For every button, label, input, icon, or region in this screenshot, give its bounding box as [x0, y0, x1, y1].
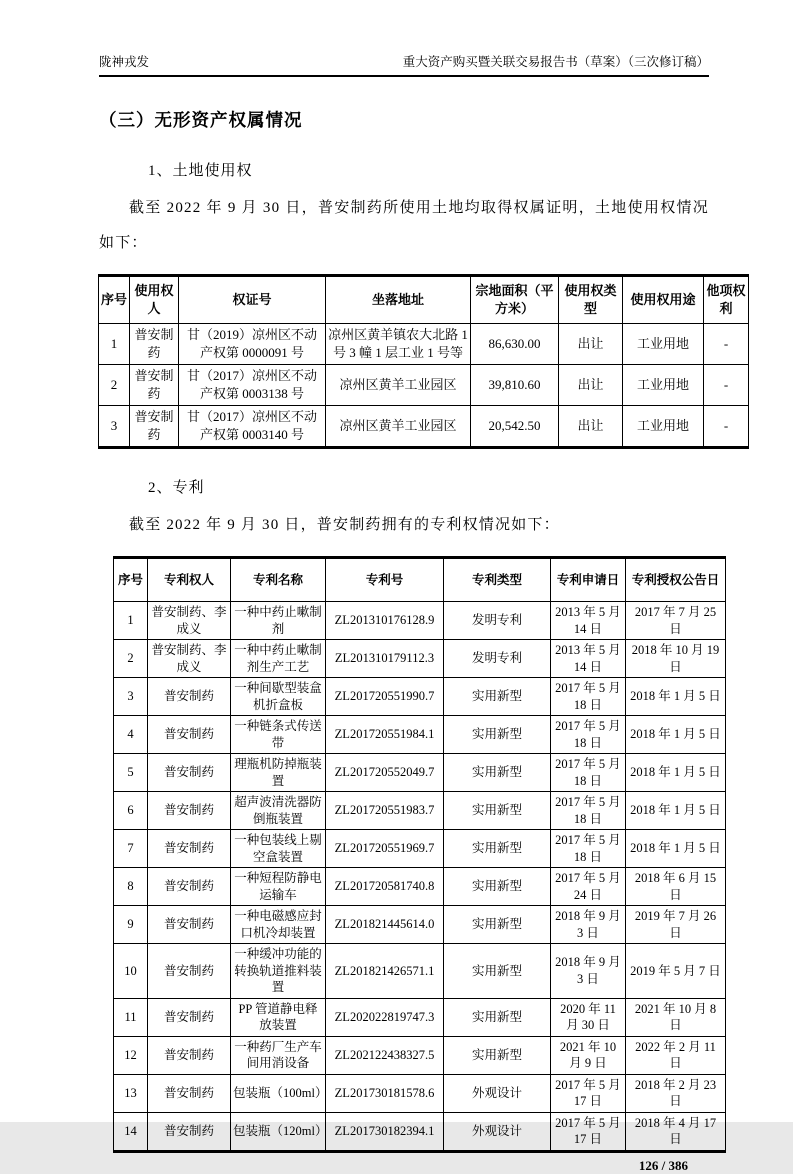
table-cell: 普安制药: [148, 1112, 231, 1151]
table-cell: ZL201720551990.7: [326, 678, 444, 716]
page-number: 126 / 386: [638, 1157, 688, 1173]
table-cell: 2017 年 7 月 25 日: [626, 602, 726, 640]
land-use-intro-paragraph: 截至 2022 年 9 月 30 日，普安制药所使用土地均取得权属证明，土地使用权情况如下：: [99, 200, 709, 251]
table-cell: 普安制药: [148, 998, 231, 1036]
table-cell: 工业用地: [623, 365, 704, 406]
table-cell: 2021 年 10 月 8 日: [626, 998, 726, 1036]
table-row: [99, 406, 749, 448]
subsection-heading-patent: 2、专利: [148, 480, 205, 496]
table-row: [99, 365, 749, 406]
table-cell: 包装瓶（120ml）: [231, 1112, 326, 1151]
table-cell: 理瓶机防掉瓶装置: [231, 754, 326, 792]
table-row: [114, 830, 726, 868]
table-cell: 实用新型: [444, 754, 551, 792]
table-cell: 普安制药、李成义: [148, 640, 231, 678]
table-cell: 超声波清洗器防倒瓶装置: [231, 792, 326, 830]
table-cell: 甘（2019）凉州区不动产权第 0000091 号: [179, 324, 326, 365]
table-cell: 实用新型: [444, 868, 551, 906]
table-cell: 1: [114, 602, 148, 640]
column-header: 使用权类型: [559, 276, 623, 324]
column-header: 专利权人: [148, 558, 231, 602]
table-row: [114, 640, 726, 678]
table-cell: 实用新型: [444, 1036, 551, 1074]
table-cell: 甘（2017）凉州区不动产权第 0003138 号: [179, 365, 326, 406]
table-cell: 甘（2017）凉州区不动产权第 0003140 号: [179, 406, 326, 448]
table-cell: 2018 年 2 月 23 日: [626, 1074, 726, 1112]
table-cell: 一种中药止嗽制剂生产工艺: [231, 640, 326, 678]
table-cell: 20,542.50: [471, 406, 559, 448]
table-cell: 普安制药: [148, 906, 231, 944]
table-cell: 2017 年 5 月 18 日: [551, 792, 626, 830]
column-header: 专利类型: [444, 558, 551, 602]
table-cell: 2018 年 9 月 3 日: [551, 906, 626, 944]
table-cell: 一种药厂生产车间用消设备: [231, 1036, 326, 1074]
table-row: [114, 998, 726, 1036]
column-header: 专利号: [326, 558, 444, 602]
header-company-name: 陇神戎发: [99, 55, 150, 69]
table-cell: 凉州区黄羊工业园区: [326, 365, 471, 406]
table-cell: 7: [114, 830, 148, 868]
table-row: [114, 1112, 726, 1151]
table-cell: 实用新型: [444, 998, 551, 1036]
table-row: [99, 324, 749, 365]
table-cell: 2017 年 5 月 18 日: [551, 754, 626, 792]
column-header: 专利授权公告日: [626, 558, 726, 602]
table-header-row: [114, 558, 726, 602]
table-cell: 外观设计: [444, 1074, 551, 1112]
table-row: [114, 716, 726, 754]
table-cell: 实用新型: [444, 792, 551, 830]
table-cell: ZL201720551969.7: [326, 830, 444, 868]
table-cell: 2018 年 1 月 5 日: [626, 716, 726, 754]
table-cell: ZL201720552049.7: [326, 754, 444, 792]
table-cell: 2018 年 6 月 15 日: [626, 868, 726, 906]
column-header: 使用权人: [130, 276, 179, 324]
table-cell: 普安制药: [148, 1074, 231, 1112]
table-cell: 发明专利: [444, 640, 551, 678]
table-cell: 出让: [559, 406, 623, 448]
table-cell: 发明专利: [444, 602, 551, 640]
table-cell: 2018 年 10 月 19 日: [626, 640, 726, 678]
table-cell: 2013 年 5 月 14 日: [551, 602, 626, 640]
table-row: [114, 792, 726, 830]
table-cell: 一种缓冲功能的转换轨道推料装置: [231, 944, 326, 999]
table-cell: 普安制药: [130, 365, 179, 406]
table-cell: 2017 年 5 月 18 日: [551, 678, 626, 716]
table-cell: 2021 年 10 月 9 日: [551, 1036, 626, 1074]
table-cell: 10: [114, 944, 148, 999]
table-cell: 2018 年 1 月 5 日: [626, 830, 726, 868]
table-cell: ZL202022819747.3: [326, 998, 444, 1036]
table-cell: -: [704, 324, 749, 365]
table-cell: 2018 年 1 月 5 日: [626, 754, 726, 792]
table-cell: ZL201310179112.3: [326, 640, 444, 678]
column-header: 权证号: [179, 276, 326, 324]
table-header-row: [99, 276, 749, 324]
table-cell: 2017 年 5 月 18 日: [551, 716, 626, 754]
column-header: 序号: [114, 558, 148, 602]
table-cell: 一种链条式传送带: [231, 716, 326, 754]
subsection-heading-land-use: 1、土地使用权: [148, 163, 253, 179]
table-cell: PP 管道静电释放装置: [231, 998, 326, 1036]
table-row: [114, 754, 726, 792]
table-cell: 实用新型: [444, 906, 551, 944]
table-cell: 普安制药: [148, 678, 231, 716]
table-cell: 2017 年 5 月 18 日: [551, 830, 626, 868]
table-cell: 12: [114, 1036, 148, 1074]
table-cell: 普安制药: [148, 944, 231, 999]
table-cell: 一种包装线上剔空盒装置: [231, 830, 326, 868]
table-cell: 2018 年 9 月 3 日: [551, 944, 626, 999]
table-cell: 实用新型: [444, 830, 551, 868]
table-row: [114, 944, 726, 999]
table-cell: 一种短程防静电运输车: [231, 868, 326, 906]
table-row: [114, 678, 726, 716]
table-cell: 3: [99, 406, 130, 448]
table-cell: 4: [114, 716, 148, 754]
table-cell: 出让: [559, 365, 623, 406]
table-row: [114, 602, 726, 640]
table-cell: 一种电磁感应封口机冷却装置: [231, 906, 326, 944]
table-cell: 3: [114, 678, 148, 716]
table-cell: 普安制药: [130, 406, 179, 448]
header-report-title: 重大资产购买暨关联交易报告书（草案）（三次修订稿）: [402, 55, 709, 69]
table-cell: 一种间歇型装盒机折盒板: [231, 678, 326, 716]
column-header: 宗地面积（平方米）: [471, 276, 559, 324]
table-row: [114, 1036, 726, 1074]
table-cell: 凉州区黄羊工业园区: [326, 406, 471, 448]
table-cell: 2017 年 5 月 17 日: [551, 1112, 626, 1151]
table-cell: ZL201720581740.8: [326, 868, 444, 906]
table-cell: 实用新型: [444, 944, 551, 999]
table-cell: 5: [114, 754, 148, 792]
patents-table: [113, 556, 726, 1153]
table-cell: 2018 年 1 月 5 日: [626, 678, 726, 716]
table-cell: 2017 年 5 月 17 日: [551, 1074, 626, 1112]
table-cell: ZL201730181578.6: [326, 1074, 444, 1112]
table-cell: 9: [114, 906, 148, 944]
column-header: 专利名称: [231, 558, 326, 602]
column-header: 序号: [99, 276, 130, 324]
table-cell: ZL201720551984.1: [326, 716, 444, 754]
section-title: （三）无形资产权属情况: [99, 110, 303, 130]
table-cell: 2020 年 11 月 30 日: [551, 998, 626, 1036]
table-cell: 普安制药: [148, 754, 231, 792]
table-cell: 2022 年 2 月 11 日: [626, 1036, 726, 1074]
table-cell: 工业用地: [623, 324, 704, 365]
table-cell: 包装瓶（100ml）: [231, 1074, 326, 1112]
table-cell: 2019 年 7 月 26 日: [626, 906, 726, 944]
table-row: [114, 1074, 726, 1112]
table-cell: 实用新型: [444, 678, 551, 716]
table-cell: ZL201821426571.1: [326, 944, 444, 999]
column-header: 专利申请日: [551, 558, 626, 602]
table-cell: 2018 年 4 月 17 日: [626, 1112, 726, 1151]
table-cell: 2019 年 5 月 7 日: [626, 944, 726, 999]
table-cell: 2: [99, 365, 130, 406]
table-cell: 实用新型: [444, 716, 551, 754]
table-row: [114, 906, 726, 944]
running-header: [99, 52, 709, 77]
table-cell: 普安制药、李成义: [148, 602, 231, 640]
table-cell: 14: [114, 1112, 148, 1151]
table-cell: -: [704, 365, 749, 406]
table-cell: 出让: [559, 324, 623, 365]
table-cell: ZL202122438327.5: [326, 1036, 444, 1074]
table-cell: 凉州区黄羊镇农大北路 1 号 3 幢 1 层工业 1 号等: [326, 324, 471, 365]
table-cell: 普安制药: [148, 830, 231, 868]
table-cell: 86,630.00: [471, 324, 559, 365]
table-cell: 2013 年 5 月 14 日: [551, 640, 626, 678]
table-row: [114, 868, 726, 906]
table-cell: ZL201310176128.9: [326, 602, 444, 640]
table-cell: 1: [99, 324, 130, 365]
column-header: 使用权用途: [623, 276, 704, 324]
column-header: 他项权利: [704, 276, 749, 324]
table-cell: ZL201720551983.7: [326, 792, 444, 830]
table-cell: 工业用地: [623, 406, 704, 448]
table-cell: 普安制药: [148, 868, 231, 906]
table-cell: 8: [114, 868, 148, 906]
table-cell: ZL201730182394.1: [326, 1112, 444, 1151]
land-use-rights-table: [98, 274, 749, 449]
table-cell: 2017 年 5 月 24 日: [551, 868, 626, 906]
table-cell: 普安制药: [148, 716, 231, 754]
table-cell: 普安制药: [148, 1036, 231, 1074]
table-cell: 2018 年 1 月 5 日: [626, 792, 726, 830]
table-cell: 普安制药: [148, 792, 231, 830]
table-cell: ZL201821445614.0: [326, 906, 444, 944]
table-cell: -: [704, 406, 749, 448]
table-cell: 6: [114, 792, 148, 830]
column-header: 坐落地址: [326, 276, 471, 324]
table-cell: 11: [114, 998, 148, 1036]
table-cell: 39,810.60: [471, 365, 559, 406]
table-cell: 一种中药止嗽制剂: [231, 602, 326, 640]
table-cell: 普安制药: [130, 324, 179, 365]
table-cell: 2: [114, 640, 148, 678]
table-cell: 外观设计: [444, 1112, 551, 1151]
patent-intro-paragraph: 截至 2022 年 9 月 30 日，普安制药拥有的专利权情况如下：: [129, 517, 560, 533]
table-cell: 13: [114, 1074, 148, 1112]
